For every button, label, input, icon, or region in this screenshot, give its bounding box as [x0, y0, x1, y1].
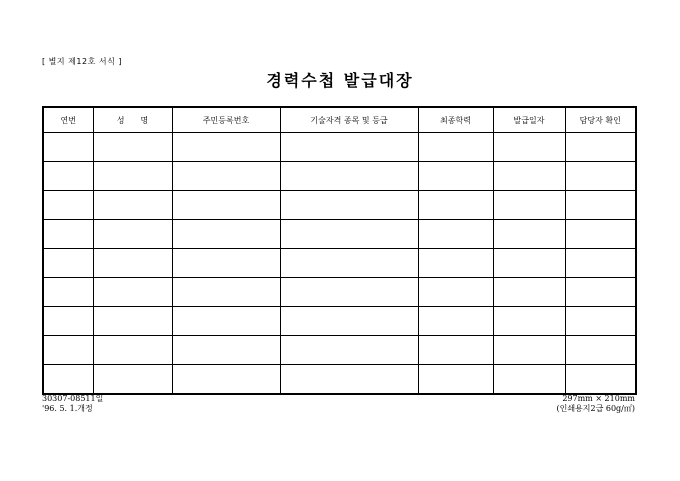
table-cell: [565, 162, 636, 191]
table-cell: [418, 133, 493, 162]
form-number-label: [ 별지 제12호 서식 ]: [42, 57, 122, 66]
table-cell: [565, 365, 636, 395]
table-cell: [280, 191, 418, 220]
table-cell: [172, 249, 280, 278]
table-cell: [493, 307, 565, 336]
table-cell: [93, 249, 172, 278]
table-cell: [43, 191, 93, 220]
table-cell: [493, 278, 565, 307]
table-cell: [418, 336, 493, 365]
table-cell: [418, 278, 493, 307]
issuance-register-table: [42, 106, 637, 395]
table-cell: [418, 307, 493, 336]
paper-size: 297mm × 210mm: [562, 394, 635, 403]
column-header-qualification: 기술자격 종목 및 등급: [280, 107, 418, 133]
footer-right: [556, 394, 635, 414]
revision-date: '96. 5. 1.개정: [42, 404, 93, 413]
table-cell: [93, 162, 172, 191]
table-row: [43, 220, 636, 249]
table-cell: [280, 133, 418, 162]
table-cell: [43, 336, 93, 365]
table-cell: [93, 220, 172, 249]
table-cell: [172, 278, 280, 307]
table-cell: [43, 278, 93, 307]
table-row: [43, 191, 636, 220]
table-cell: [172, 365, 280, 395]
column-header-serial: 연번: [43, 107, 93, 133]
table-cell: [93, 191, 172, 220]
table-row: [43, 336, 636, 365]
paper-spec: (인쇄용지2급 60g/㎡): [556, 404, 635, 413]
header-row: [43, 107, 636, 133]
table-cell: [418, 191, 493, 220]
table-cell: [280, 336, 418, 365]
column-header-resident-number: 주민등록번호: [172, 107, 280, 133]
table-cell: [280, 162, 418, 191]
table-cell: [565, 307, 636, 336]
form-code: 30307-08511일: [42, 394, 104, 403]
table-cell: [493, 162, 565, 191]
table-cell: [565, 278, 636, 307]
table-row: [43, 133, 636, 162]
table-cell: [172, 191, 280, 220]
table-cell: [93, 133, 172, 162]
table-cell: [493, 365, 565, 395]
table-cell: [565, 133, 636, 162]
table-cell: [280, 220, 418, 249]
table-cell: [172, 220, 280, 249]
table-cell: [565, 336, 636, 365]
table-cell: [172, 307, 280, 336]
table-row: [43, 278, 636, 307]
table-cell: [172, 162, 280, 191]
footer-left: [42, 394, 103, 414]
table-row: [43, 307, 636, 336]
table-cell: [172, 336, 280, 365]
table-cell: [493, 133, 565, 162]
table-cell: [280, 278, 418, 307]
table-cell: [43, 249, 93, 278]
table-row: [43, 365, 636, 395]
table-cell: [565, 249, 636, 278]
table-cell: [93, 307, 172, 336]
table-cell: [43, 162, 93, 191]
table-cell: [43, 307, 93, 336]
table-cell: [418, 220, 493, 249]
table-cell: [418, 249, 493, 278]
table-cell: [172, 133, 280, 162]
column-header-issue-date: 발급일자: [493, 107, 565, 133]
table-cell: [93, 278, 172, 307]
table-cell: [43, 365, 93, 395]
table-cell: [565, 191, 636, 220]
table-cell: [43, 220, 93, 249]
table-cell: [280, 307, 418, 336]
column-header-officer-confirm: 담당자 확인: [565, 107, 636, 133]
table-cell: [43, 133, 93, 162]
table-cell: [280, 365, 418, 395]
table-cell: [493, 191, 565, 220]
table-cell: [93, 365, 172, 395]
table-row: [43, 162, 636, 191]
table-cell: [493, 336, 565, 365]
table-cell: [93, 336, 172, 365]
document-title: 경력수첩 발급대장: [266, 71, 414, 90]
column-header-education: 최종학력: [418, 107, 493, 133]
table-cell: [565, 220, 636, 249]
table-cell: [493, 220, 565, 249]
column-header-name: 성 명: [93, 107, 172, 133]
table-row: [43, 249, 636, 278]
table-cell: [418, 365, 493, 395]
table-cell: [493, 249, 565, 278]
table-cell: [280, 249, 418, 278]
table-cell: [418, 162, 493, 191]
